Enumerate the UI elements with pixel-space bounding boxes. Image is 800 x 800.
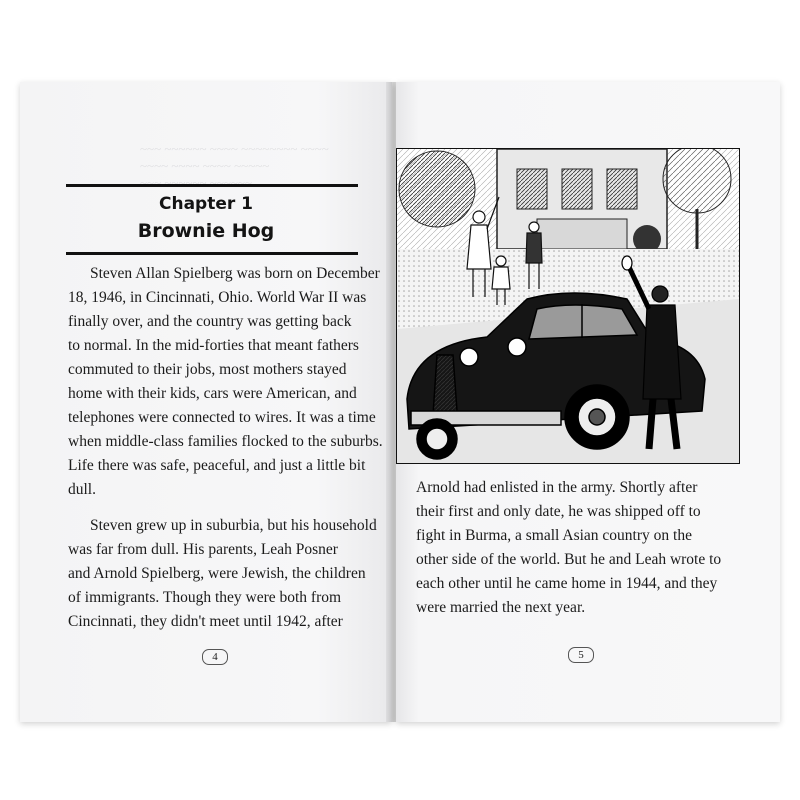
text-line: 18, 1946, in Cincinnati, Ohio. World War II was xyxy=(68,289,367,306)
text-line: were married the next year. xyxy=(416,599,586,616)
text-line: Steven Allan Spielberg was born on December xyxy=(90,265,380,282)
left-page xyxy=(20,82,392,722)
text-line: finally over, and the country was getting back xyxy=(68,313,352,330)
text-line: their first and only date, he was shipped off to xyxy=(416,503,701,520)
left-body-text xyxy=(68,262,388,634)
text-line: each other until he came home in 1944, and they xyxy=(416,575,718,592)
text-line: telephones were connected to wires. It was a time xyxy=(68,409,376,426)
chapter-top-rule xyxy=(66,184,358,187)
text-line: to normal. In the mid-forties that meant fathers xyxy=(68,337,359,354)
text-line: when middle-class families flocked to the suburbs. xyxy=(68,433,383,450)
text-line: Cincinnati, they didn't meet until 1942, after xyxy=(68,613,343,630)
text-line: dull. xyxy=(68,481,96,498)
text-line: of immigrants. Though they were both from xyxy=(68,589,342,606)
car-scene-illustration xyxy=(396,148,740,464)
text-line: commuted to their jobs, most mothers stayed xyxy=(68,361,347,378)
chapter-title: Brownie Hog xyxy=(137,220,275,242)
text-line: Life there was safe, peaceful, and just a little bit xyxy=(68,457,366,474)
page-number: 4 xyxy=(202,649,228,665)
right-body-text xyxy=(416,476,776,620)
text-line: Steven grew up in suburbia, but his household xyxy=(90,517,377,534)
text-line: other side of the world. But he and Leah wrote to xyxy=(416,551,722,568)
text-line: fight in Burma, a small Asian country on the xyxy=(416,527,692,544)
text-line: Arnold had enlisted in the army. Shortly after xyxy=(416,479,698,496)
text-line: home with their kids, cars were American, and xyxy=(68,385,357,402)
chapter-number: Chapter 1 xyxy=(158,194,253,214)
page-number: 5 xyxy=(568,647,594,663)
text-line: and Arnold Spielberg, were Jewish, the children xyxy=(68,565,366,582)
show-through-text: ~~~ ~~~~~~ ~~~~ ~~~~~~~~ ~~~~ ~~~~ ~~~~ ~~~~ ~~~~~ ~~~ ~~~~~~ ~~~~~~ xyxy=(140,141,329,190)
text-line: was far from dull. His parents, Leah Posner xyxy=(68,541,338,558)
chapter-bottom-rule xyxy=(66,252,358,255)
